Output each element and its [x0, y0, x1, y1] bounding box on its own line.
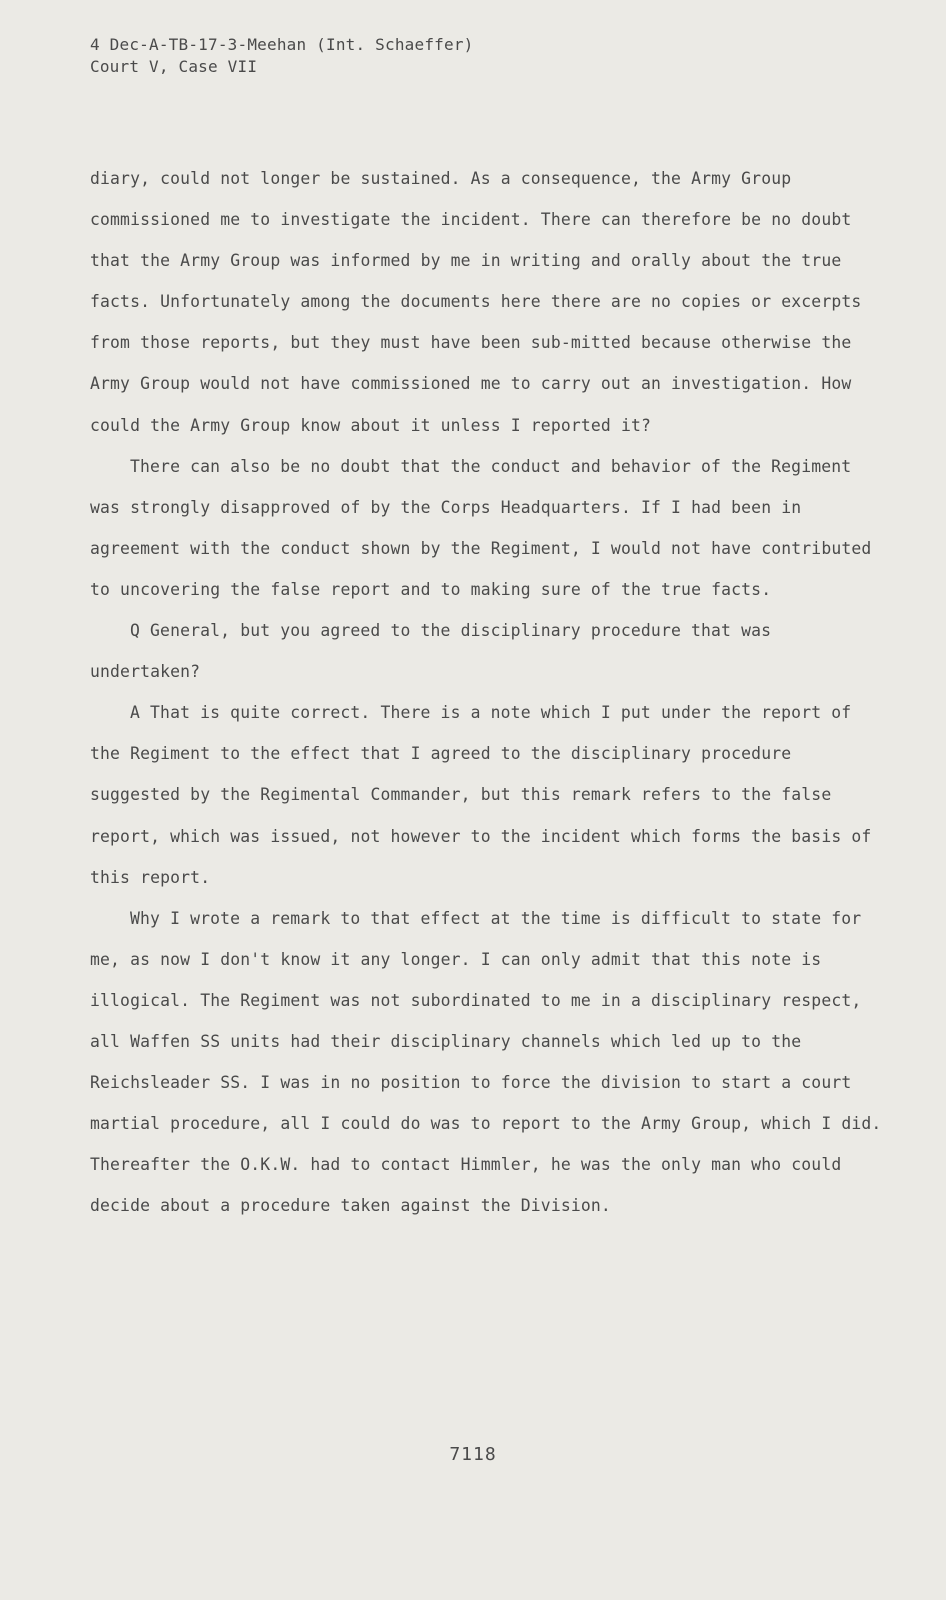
header-reference: 4 Dec-A-TB-17-3-Meehan (Int. Schaeffer) — [90, 35, 474, 54]
page-number: 7118 — [449, 1444, 497, 1465]
document-header — [90, 34, 473, 78]
paragraph-1: diary, could not longer be sustained. As a consequence, the Army Group commissioned me to investigate the incident. There can therefore be no doubt that the Army Group was informed by me in writing and orally about the true facts. Unfortunately among the documents here there are no copies or excerpts from those reports, but they must have been sub-mitted because otherwise the Army Group would not have commissioned me to carry out an investigation. How could the Army Group know about it unless I reported it? — [90, 169, 862, 435]
question-paragraph: Q General, but you agreed to the disciplinary procedure that was undertaken? — [90, 621, 772, 682]
answer-paragraph: A That is quite correct. There is a note which I put under the report of the Regiment to the effect that I agreed to the disciplinary procedure suggested by the Regimental Commander, but this remark refers to the false report, which was issued, not however to the incident which forms the basis of this report. — [90, 703, 872, 887]
transcript-body — [90, 158, 890, 1226]
paragraph-2: There can also be no doubt that the conduct and behavior of the Regiment was strongly disapproved of by the Corps Headquarters. If I had been in agreement with the conduct shown by the Regiment, I would not have contributed to uncovering the false report and to making sure of the true facts. — [90, 456, 872, 599]
paragraph-5: Why I wrote a remark to that effect at the time is difficult to state for me, as now I don't know it any longer. I can only admit that this note is illogical. The Regiment was not subordinated to me in a disciplinary respect, all Waffen SS units had their disciplinary channels which led up to the Reichsleader SS. I was in no position to force the division to start a court martial procedure, all I could do was to report to the Army Group, which I did. Thereafter the O.K.W. had to contact Himmler, he was the only man who could decide about a procedure taken against the Division. — [90, 908, 882, 1216]
header-court: Court V, Case VII — [90, 57, 258, 76]
